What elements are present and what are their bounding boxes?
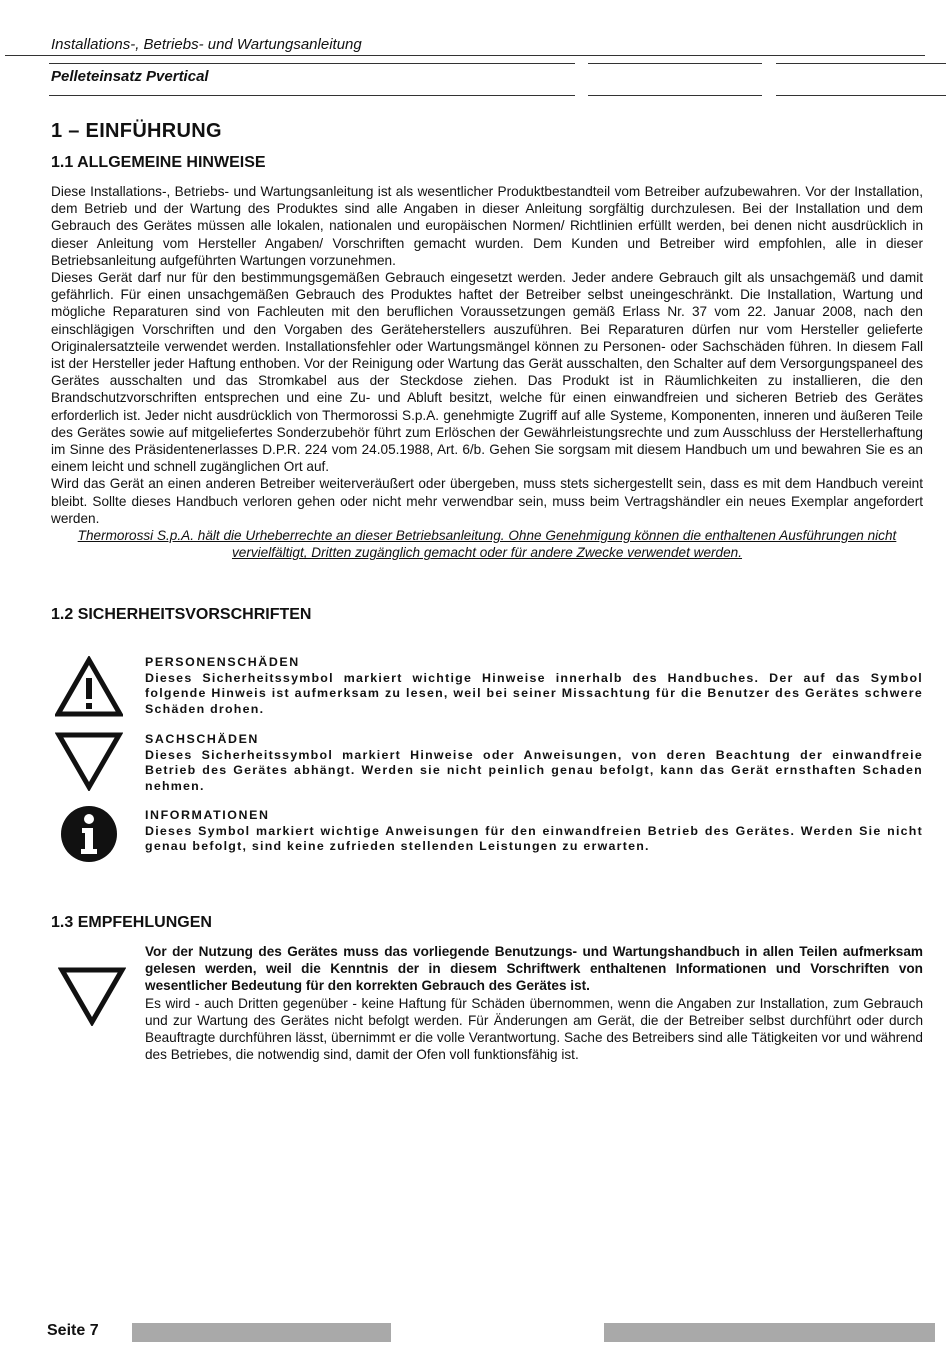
- safety-item-text: Dieses Sicherheitssymbol markiert wichtige Hinweise innerhalb des Handbuches. Der auf das Symbol folgende Hinweis ist aufmerksam zu lesen, weil bei seiner Missachtung für die Benutzer des Gerätes schwere Schäden drohen.: [145, 670, 923, 716]
- safety-item-text: Dieses Symbol markiert wichtige Anweisungen für den einwandfreien Betrieb des Gerätes. Werden Sie nicht genau befolgt, sind keine zufrieden stellenden Leistungen zu erwarten.: [145, 823, 923, 854]
- general-notes-text: [51, 183, 923, 561]
- header-rule-mid-left: [49, 63, 575, 64]
- inverted-triangle-icon: [58, 966, 126, 1026]
- info-icon: [60, 805, 118, 863]
- paragraph: Wird das Gerät an einen anderen Betreiber weiterveräußert oder übergeben, muss stets sichergestellt sein, dass es mit dem Handbuch vereint bleibt. Sollte dieses Handbuch verloren gehen oder nicht mehr verwendbar sein, muss beim Vertragshändler ein neues Exemplar angefordert werden.: [51, 476, 923, 526]
- footer-bar-left: [132, 1323, 391, 1342]
- section-heading-safety: 1.2 SICHERHEITSVORSCHRIFTEN: [51, 606, 312, 623]
- header-rule-mid-a: [588, 63, 762, 64]
- document-title: Installations-, Betriebs- und Wartungsanleitung: [51, 36, 362, 53]
- chapter-heading: 1 – EINFÜHRUNG: [51, 120, 222, 142]
- safety-item-personal: [145, 655, 923, 717]
- header-rule-bottom-left: [49, 95, 575, 96]
- warning-triangle-icon: [55, 656, 123, 718]
- safety-item-text: Dieses Sicherheitssymbol markiert Hinweise oder Anweisungen, von deren Beachtung der einwandfreie Betrieb des Gerätes abhängt. Werden sie nicht peinlich genau befolgt, kann das Gerät ernsthaften Schaden nehmen.: [145, 747, 923, 793]
- header-rule-mid-b: [776, 63, 946, 64]
- recommendation-paragraph: Es wird - auch Dritten gegenüber - keine Haftung für Schäden übernommen, wenn die Angaben zur Installation, zum Gebrauch und zur Wartung des Gerätes nicht befolgt werden. Für Änderungen am Gerät, die der Betreiber selbst durchführt oder durch Beauftragte durchführen lässt, übernimmt er die volle Verantwortung. Sache des Betreibers sind alle Tätigkeiten vor und während des Betriebes, die notwendig sind, damit der Ofen voll funktionsfähig ist.: [145, 995, 923, 1063]
- section-heading-general: 1.1 ALLGEMEINE HINWEISE: [51, 154, 266, 171]
- recommendations-text: [145, 943, 923, 1063]
- copyright-notice: Thermorossi S.p.A. hält die Urheberrechte an dieser Betriebsanleitung. Ohne Genehmigung können die enthaltenen Ausführungen nicht vervielfältigt, Dritten zugänglich gemacht oder für andere Zwecke verwendet werden.: [77, 528, 897, 561]
- recommendation-bold-paragraph: Vor der Nutzung des Gerätes muss das vorliegende Benutzungs- und Wartungshandbuch in allen Teilen aufmerksam gelesen werden, weil die Kenntnis der in diesem Schriftwerk enthaltenen Informationen und Vorschriften von wesentlicher Bedeutung für den korrekten Gebrauch des Gerätes ist.: [145, 944, 923, 994]
- safety-item-property: [145, 732, 923, 794]
- section-heading-recommendations: 1.3 EMPFEHLUNGEN: [51, 914, 212, 931]
- inverted-triangle-icon: [55, 731, 123, 791]
- header-rule-top: [5, 55, 925, 56]
- page-number: Seite 7: [47, 1322, 99, 1339]
- header-rule-bottom-mid: [588, 95, 762, 96]
- safety-item-information: [145, 808, 923, 855]
- paragraph: Diese Installations-, Betriebs- und Wartungsanleitung ist als wesentlicher Produktbestandteil vom Betreiber aufzubewahren. Vor der Installation, dem Betrieb und der Wartung des Produktes sind alle Angaben in dieser Anleitung sorgfältig durchzulesen. Bei der Installation und dem Gebrauch des Gerätes müssen alle lokalen, nationalen und europäischen Normen/ Richtlinien erfüllt werden, bei denen nicht ausdrücklich in dieser Anleitung vom Hersteller Angaben/ Vorschriften gemacht wurden. Dem Kunden und Betreiber wird empfohlen, alle in dieser Betriebsanleitung aufgeführten Wartungen vorzunehmen.: [51, 184, 923, 268]
- product-name: Pelleteinsatz Pvertical: [51, 68, 209, 85]
- paragraph: Dieses Gerät darf nur für den bestimmungsgemäßen Gebrauch eingesetzt werden. Jeder andere Gebrauch gilt als unsachgemäß und damit gefährlich. Für einen unsachgemäßen Gebrauch des Produktes haftet der Betreiber selbst uneingeschränkt. Die Installation, Wartung und mögliche Reparaturen sind von Fachleuten mit den beruflichen Voraussetzungen gemäß Erlass Nr. 37 vom 22. Januar 2008, nach den einschlägigen Vorschriften und den Vorgaben des Geräteherstellers auszuführen. Bei Reparaturen dürfen nur vom Hersteller gelieferte Originalersatzteile verwendet werden. Installationsfehler oder Wartungsmängel können zu Personen- oder Sachschäden führen. In diesem Fall ist der Hersteller jeder Haftung enthoben. Vor der Reinigung oder Wartung das Gerät ausschalten, den Schalter auf dem Versorgungspaneel des Gerätes ausschalten und das Stromkabel aus der Steckdose ziehen. Das Produkt ist in Räumlichkeiten zu installieren, die den Brandschutzvorschriften entsprechen und eine Zu- und Abluft besitzt, welche für einen einwandfreien und sicheren Betrieb des Gerätes erforderlich ist. Jeder nicht ausdrücklich von Thermorossi S.p.A. genehmigte Zugriff auf alle Systeme, Komponenten, inneren und äußeren Teile des Gerätes sowie auf mitgeliefertes Sonderzubehör führt zum Erlöschen der Gewährleistungsrechte und zum Ausschluss der Herstellerhaftung im Sinne des Präsidentenerlasses D.P.R. 224 vom 24.05.1988, Art. 6/b. Gehen Sie sorgsam mit diesem Handbuch um und bewahren Sie es an einem leicht und schnell zugänglichen Ort auf.: [51, 270, 923, 475]
- safety-item-title: INFORMATIONEN: [145, 808, 270, 822]
- safety-item-title: SACHSCHÄDEN: [145, 732, 259, 746]
- footer-bar-right: [604, 1323, 935, 1342]
- safety-item-title: PERSONENSCHÄDEN: [145, 655, 300, 669]
- header-rule-bottom-right: [776, 95, 946, 96]
